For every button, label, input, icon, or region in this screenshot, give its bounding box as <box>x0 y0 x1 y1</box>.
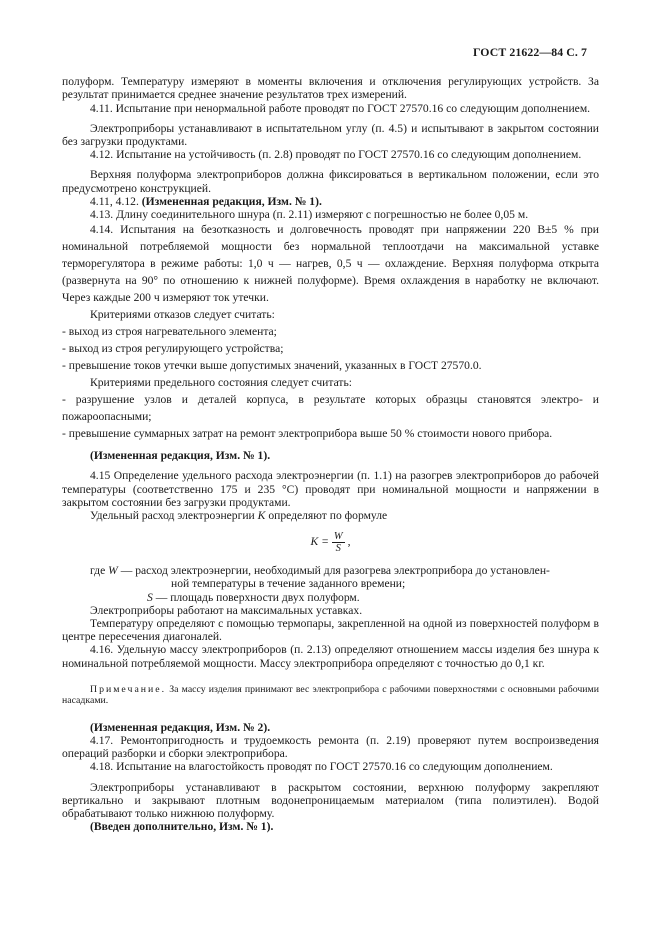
paragraph-4-11-detail: Электроприборы устанавливают в испытательном углу (п. 4.5) и испытывают в закрытом состоянии без загрузки продуктами. <box>62 121 599 149</box>
amendment-ref: 4.11, 4.12. <box>90 194 139 208</box>
amendment-label: (Измененная редакция, Изм. № 1). <box>90 449 271 463</box>
note-text: За массу изделия принимают вес электроприбора с рабочими поверхностями с основными рабочими насадками. <box>62 683 599 707</box>
amendment-label: (Измененная редакция, Изм. № 1). <box>141 194 322 208</box>
legend-w <box>90 564 599 577</box>
formula-legend <box>62 564 599 604</box>
legend-s-text: — площадь поверхности двух полуформ. <box>155 590 360 604</box>
legend-s <box>90 591 599 604</box>
formula-intro <box>62 509 599 522</box>
limit-state-criterion: - превышение суммарных затрат на ремонт электроприбора выше 50 % стоимости нового прибора. <box>62 427 553 441</box>
failure-criteria-heading: Критериями отказов следует считать: <box>90 308 275 322</box>
formula-comma: , <box>347 535 351 549</box>
paragraph-4-12: 4.12. Испытание на устойчивость (п. 2.8) проводят по ГОСТ 27570.16 со следующим дополнением. <box>90 148 582 162</box>
variable-w: W <box>108 564 118 578</box>
note-label: Примечание. <box>90 683 167 695</box>
formula-intro-text: Удельный расход электроэнергии <box>90 509 255 523</box>
page-header: ГОСТ 21622—84 С. 7 <box>472 45 587 59</box>
failure-criterion: - выход из строя нагревательного элемента; <box>62 325 277 339</box>
amendment-note-added <box>62 820 599 833</box>
formula-intro-text: определяют по формуле <box>268 509 388 523</box>
amendment-note <box>62 449 599 462</box>
paragraph-4-15: 4.15 Определение удельного расхода электроэнергии (п. 1.1) на разогрев электроприборов до рабочей температуры (соответственно 175 и 235 °С) проводят при номинальной мощности и напряжении в закрытом состоянии без загрузки продуктами. <box>62 469 599 509</box>
note <box>62 684 599 707</box>
failure-criterion: - выход из строя регулирующего устройства; <box>62 342 284 356</box>
failure-criterion: - превышение токов утечки выше допустимых значений, указанных в ГОСТ 27570.0. <box>62 359 482 373</box>
paragraph-4-13: 4.13. Длину соединительного шнура (п. 2.11) измеряют с погрешностью не более 0,05 м. <box>90 208 529 222</box>
paragraph-4-16: 4.16. Удельную массу электроприборов (п. 2.13) определяют отношением массы изделия без шнура к номинальной потребляемой мощности. Массу электроприбора определяют с точностью до 0,1 кг. <box>62 643 599 670</box>
paragraph-4-18: 4.18. Испытание на влагостойкость проводят по ГОСТ 27570.16 со следующим дополнением. <box>90 760 553 774</box>
formula-k <box>62 531 599 554</box>
paragraph-4-10-tail: полуформ. Температуру измеряют в моменты включения и отключения регулирующих устройств. За результат принимается среднее значение результатов трех измерений. <box>62 75 599 102</box>
formula-lhs: K = <box>310 535 329 549</box>
amendment-label: (Измененная редакция, Изм. № 2). <box>90 720 271 734</box>
amendment-note-4-11-4-12 <box>62 195 599 208</box>
variable-s: S <box>147 590 153 604</box>
paragraph-settings: Электроприборы работают на максимальных уставках. <box>90 603 363 617</box>
legend-lead: где <box>90 564 106 578</box>
formula-denominator: S <box>335 543 341 555</box>
formula-numerator: W <box>333 531 343 543</box>
paragraph-thermocouple: Температуру определяют с помощью термопары, закрепленной на одной из поверхностей полуформ в центре пересечения диагоналей. <box>62 617 599 644</box>
amendment-label: (Введен дополнительно, Изм. № 1). <box>90 820 274 834</box>
amendment-note-2 <box>62 721 599 734</box>
legend-w-text: — расход электроэнергии, необходимый для разогрева электроприбора до установлен- <box>120 564 550 578</box>
formula-fraction <box>332 531 345 554</box>
limit-state-heading: Критериями предельного состояния следует считать: <box>90 376 352 390</box>
variable-k: K <box>257 509 266 523</box>
paragraph-4-11: 4.11. Испытание при ненормальной работе проводят по ГОСТ 27570.16 со следующим дополнением. <box>90 101 591 115</box>
paragraph-4-14: 4.14. Испытания на безотказность и долговечность проводят при напряжении 220 В±5 % при номинальной потребляемой мощности без нормальной теплоотдачи на максимальной уставке терморегулятора в режиме работы: 1,0 ч — нагрев, 0,5 ч — охлаждение. Верхняя полуформа открыта (развернута на 90° по отношению к нижней полуформе). Время охлаждения в наработку не включают. Через каждые 200 ч измеряют ток утечки. <box>62 223 599 305</box>
paragraph-4-12-detail: Верхняя полуформа электроприборов должна фиксироваться в вертикальном положении, если это предусмотрено конструкцией. <box>62 168 599 195</box>
paragraph-4-18-detail: Электроприборы устанавливают в раскрытом состоянии, верхнюю полуформу закрепляют вертикально и закрывают плотным водонепроницаемым материалом (типа полиэтилен). Водой обрабатывают только нижнюю полуформу. <box>62 780 599 821</box>
legend-w-continuation: ной температуры в течение заданного времени; <box>171 577 406 591</box>
limit-state-criterion: - разрушение узлов и деталей корпуса, в результате которых образцы становятся электро- и пожароопасными; <box>62 393 599 424</box>
paragraph-4-17: 4.17. Ремонтопригодность и трудоемкость ремонта (п. 2.19) проверяют путем воспроизведения операций разборки и сборки электроприбора. <box>62 734 599 761</box>
